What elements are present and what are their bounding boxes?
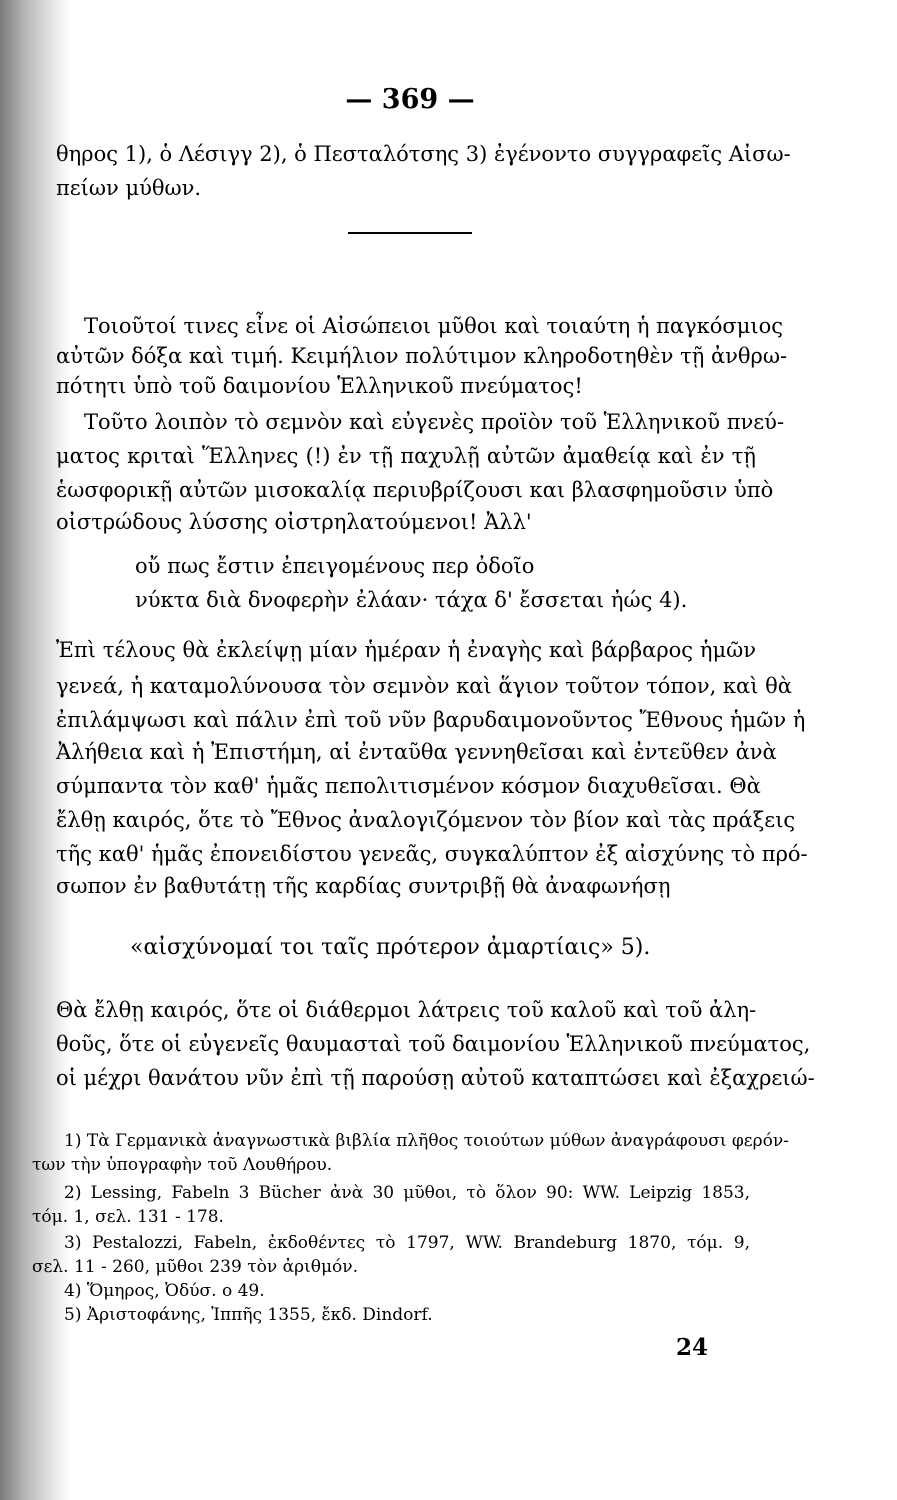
- text-line: σύμπαντα τὸν καθ' ἡμᾶς πεπολιτισμένον κόσμον διαχυθεῖσαι. Θὰ: [56, 774, 761, 798]
- text-line: θηρος 1), ὁ Λέσιγγ 2), ὁ Πεσταλότσης 3) ἐγένοντο συγγραφεῖς Αἰσω-: [56, 142, 791, 166]
- text-line: σωπον ἐν βαθυτάτῃ τῆς καρδίας συντριβῇ θὰ ἀναφωνήσῃ: [56, 874, 671, 898]
- signature-mark: 24: [676, 1334, 709, 1361]
- text-line: πότητι ὑπὸ τοῦ δαιμονίου Ἑλληνικοῦ πνεύματος!: [56, 374, 583, 398]
- text-line: τῆς καθ' ἡμᾶς ἐπονειδίστου γενεᾶς, συγκαλύπτον ἐξ αἰσχύνης τὸ πρό-: [56, 842, 808, 866]
- section-divider: [348, 232, 472, 234]
- footnote: 4) Ὅμηρος, Ὀδύσ. ο 49.: [64, 1281, 265, 1301]
- text-line: οἱ μέχρι θανάτου νῦν ἐπὶ τῇ παρούσῃ αὐτοῦ καταπτώσει καὶ ἐξαχρειώ-: [56, 1066, 815, 1090]
- text-line: οἰστρώδους λύσσης οἰστρηλατούμενοι! Ἀλλ': [56, 510, 532, 534]
- footnote: των τὴν ὑπογραφὴν τοῦ Λουθήρου.: [32, 1155, 333, 1175]
- footnote: τόμ. 1, σελ. 131 - 178.: [32, 1207, 224, 1227]
- footnote: 5) Ἀριστοφάνης, Ἱππῆς 1355, ἔκδ. Dindorf.: [64, 1305, 433, 1325]
- text-line: Ἐπὶ τέλους θὰ ἐκλείψῃ μίαν ἡμέραν ἡ ἐναγὴς καὶ βάρβαρος ἡμῶν: [56, 638, 756, 662]
- footnote: σελ. 11 - 260, μῦθοι 239 τὸν ἀριθμόν.: [32, 1257, 358, 1277]
- text-line: Τοιοῦτοί τινες εἶνε οἱ Αἰσώπειοι μῦθοι καὶ τοιαύτη ἡ παγκόσμιος: [84, 314, 784, 338]
- text-line: πείων μύθων.: [56, 176, 202, 200]
- text-line: ἑωσφορικῇ αὐτῶν μισοκαλίᾳ περιυβρίζουσι και βλασφημοῦσιν ὑπὸ: [56, 478, 774, 502]
- text-line: ἐπιλάμψωσι καὶ πάλιν ἐπὶ τοῦ νῦν βαρυδαιμονοῦντος Ἔθνους ἡμῶν ἡ: [56, 708, 806, 732]
- verse-line: νύκτα διὰ δνοφερὴν ἐλάαν· τάχα δ' ἔσσεται ἠώς 4).: [135, 588, 688, 612]
- verse-line: οὔ πως ἔστιν ἐπειγομένους περ ὀδοῖο: [135, 554, 535, 578]
- footnote: 2) Lessing, Fabeln 3 Bücher ἀνὰ 30 μῦθοι, τὸ ὅλον 90: WW. Leipzig 1853,: [64, 1183, 750, 1203]
- text-line: ἔλθῃ καιρός, ὅτε τὸ Ἔθνος ἀναλογιζόμενον τὸν βίον καὶ τὰς πράξεις: [56, 808, 796, 832]
- quoted-verse: «αἰσχύνομαί τοι ταῖς πρότερον ἀμαρτίαις» 5).: [130, 935, 651, 960]
- text-line: Ἀλήθεια καὶ ἡ Ἐπιστήμη, αἱ ἐνταῦθα γεννηθεῖσαι καὶ ἐντεῦθεν ἀνὰ: [56, 740, 777, 764]
- text-line: γενεά, ἡ καταμολύνουσα τὸν σεμνὸν καὶ ἅγιον τοῦτον τόπον, καὶ θὰ: [56, 674, 792, 698]
- page-number: — 369 —: [345, 84, 475, 115]
- text-line: Τοῦτο λοιπὸν τὸ σεμνὸν καὶ εὐγενὲς προϊὸν τοῦ Ἑλληνικοῦ πνεύ-: [84, 410, 785, 434]
- text-line: ματος κριταὶ Ἕλληνες (!) ἐν τῇ παχυλῇ αὐτῶν ἀμαθείᾳ καὶ ἐν τῇ: [56, 444, 756, 468]
- footnote: 3) Pestalozzi, Fabeln, ἐκδοθέντες τὸ 1797, WW. Brandeburg 1870, τόμ. 9,: [64, 1233, 750, 1253]
- footnote: 1) Τὰ Γερμανικὰ ἀναγνωστικὰ βιβλία πλῆθος τοιούτων μύθων ἀναγράφουσι φερόν-: [64, 1131, 789, 1151]
- text-line: αὐτῶν δόξα καὶ τιμή. Κειμήλιον πολύτιμον κληροδοτηθὲν τῇ ἀνθρω-: [56, 344, 788, 368]
- text-line: θοῦς, ὅτε οἱ εὐγενεῖς θαυμασταὶ τοῦ δαιμονίου Ἑλληνικοῦ πνεύματος,: [56, 1032, 811, 1056]
- text-line: Θὰ ἔλθῃ καιρός, ὅτε οἱ διάθερμοι λάτρεις τοῦ καλοῦ καὶ τοῦ ἀλη-: [56, 998, 757, 1022]
